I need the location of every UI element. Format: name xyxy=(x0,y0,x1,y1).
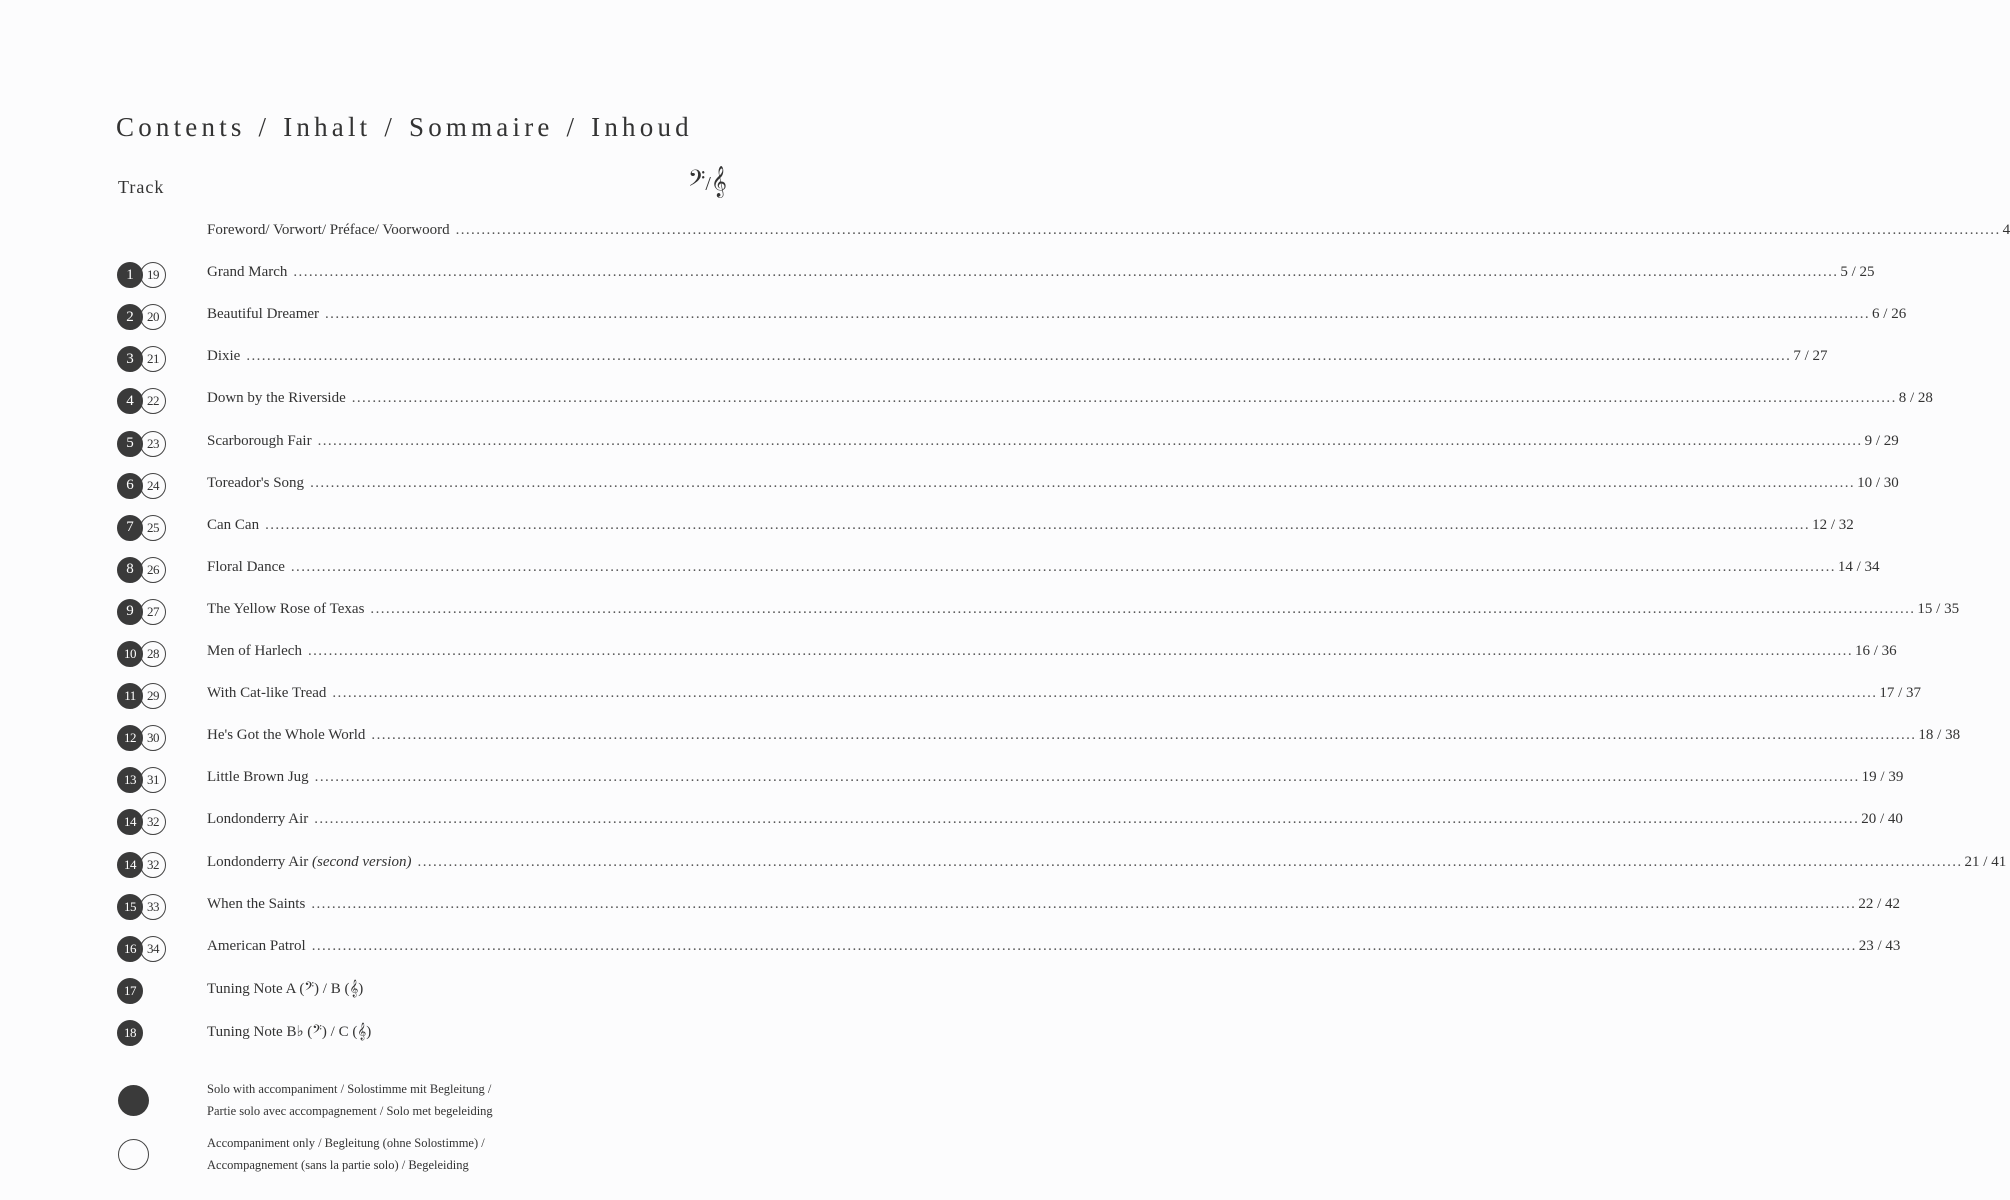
track-badges xyxy=(117,1020,143,1046)
entry-page: 22 / 42 xyxy=(1858,895,1900,912)
accompaniment-track-badge: 19 xyxy=(140,262,166,288)
accompaniment-track-badge: 25 xyxy=(140,515,166,541)
solo-track-badge: 12 xyxy=(117,725,143,751)
legend-text xyxy=(207,1078,493,1122)
track-badges xyxy=(117,683,166,709)
entry-title: With Cat-like Tread xyxy=(207,685,327,702)
accompaniment-track-badge: 31 xyxy=(140,767,166,793)
solo-track-badge: 6 xyxy=(117,473,143,499)
entry-page: 21 / 41 xyxy=(1964,853,2007,870)
contents-entry xyxy=(207,685,1922,702)
track-column-label: Track xyxy=(118,177,165,197)
solo-track-badge: 16 xyxy=(117,936,143,962)
solo-track-badge: 5 xyxy=(117,431,143,457)
dot-leader: ............................................................................................................................................................................................................................................................................................................ xyxy=(370,600,1916,617)
dot-leader: ............................................................................................................................................................................................................................................................................................................ xyxy=(371,727,1917,744)
contents-row[interactable] xyxy=(0,850,2007,880)
legend-line: Solo with accompaniment / Solostimme mit Begleitung / xyxy=(207,1082,492,1096)
solo-track-badge: 15 xyxy=(117,894,143,920)
dot-leader: ............................................................................................................................................................................................................................................................................................................ xyxy=(317,432,1863,449)
dot-leader: ............................................................................................................................................................................................................................................................................................................ xyxy=(311,937,1857,954)
track-badges xyxy=(117,515,166,541)
dot-leader: ............................................................................................................................................................................................................................................................................................................ xyxy=(455,222,2001,238)
entry-page: 4 xyxy=(2002,222,2010,238)
entry-page: 10 / 30 xyxy=(1857,474,1899,491)
entry-page: 6 / 26 xyxy=(1872,306,1907,323)
entry-title: Floral Dance xyxy=(207,558,285,575)
contents-entry xyxy=(207,727,1961,744)
contents-row[interactable] xyxy=(0,344,1828,374)
tuning-row[interactable] xyxy=(0,976,846,1006)
accompaniment-track-badge: 28 xyxy=(140,641,166,667)
track-badges xyxy=(117,431,166,457)
contents-entry xyxy=(207,811,1903,828)
contents-entry xyxy=(207,643,1897,660)
contents-entry xyxy=(207,306,1907,323)
legend-line: Accompagnement (sans la partie solo) / Begeleiding xyxy=(207,1158,469,1172)
dot-leader: ............................................................................................................................................................................................................................................................................................................ xyxy=(293,264,1839,281)
track-badges xyxy=(117,641,166,667)
solo-track-badge: 18 xyxy=(117,1020,143,1046)
entry-title: Little Brown Jug xyxy=(207,769,309,786)
entry-page: 7 / 27 xyxy=(1793,348,1828,365)
entry-title: Londonderry Air xyxy=(207,811,309,828)
contents-entry xyxy=(207,474,1899,492)
entry-title: Beautiful Dreamer xyxy=(207,306,320,323)
entry-page: 23 / 43 xyxy=(1858,937,1901,954)
contents-row[interactable] xyxy=(0,386,1933,416)
solo-track-badge: 8 xyxy=(117,557,143,583)
tuning-entry xyxy=(207,980,734,998)
contents-entry xyxy=(207,432,1899,450)
entry-title: Toreador's Song xyxy=(207,474,305,491)
dot-leader: ............................................................................................................................................................................................................................................................................................................ xyxy=(307,643,1853,659)
dot-leader: ............................................................................................................................................................................................................................................................................................................ xyxy=(332,685,1878,702)
entry-title-suffix: (second version) xyxy=(311,853,412,870)
entry-page: 19 / 39 xyxy=(1861,769,1904,786)
entry-page: 12 / 32 xyxy=(1812,516,1854,533)
track-badges xyxy=(117,304,166,330)
track-badges xyxy=(117,557,166,583)
solo-track-badge: 13 xyxy=(117,767,143,793)
track-badges xyxy=(117,388,166,414)
contents-entry xyxy=(207,558,1880,576)
contents-row[interactable] xyxy=(0,260,1875,290)
solo-track-badge: 2 xyxy=(117,304,143,330)
contents-row[interactable] xyxy=(0,681,1922,711)
accompaniment-track-badge: 32 xyxy=(140,852,166,878)
entry-title: Grand March xyxy=(207,264,288,281)
accompaniment-track-badge: 22 xyxy=(140,388,166,414)
dot-leader: ............................................................................................................................................................................................................................................................................................................ xyxy=(265,516,1811,533)
contents-row[interactable] xyxy=(0,639,1897,669)
entry-page: 5 / 25 xyxy=(1840,264,1875,281)
contents-entry xyxy=(207,853,2007,871)
legend-line: Accompaniment only / Begleitung (ohne Solostimme) / xyxy=(207,1136,485,1150)
accompaniment-track-badge: 27 xyxy=(140,599,166,625)
contents-entry xyxy=(207,937,1901,955)
solo-track-badge: 7 xyxy=(117,515,143,541)
accompaniment-track-badge: 23 xyxy=(140,431,166,457)
contents-row[interactable] xyxy=(0,934,1901,964)
clef-header xyxy=(688,166,727,198)
entry-title: Londonderry Air (second version) xyxy=(207,853,412,870)
open-circle-icon xyxy=(118,1139,149,1170)
entry-title: Dixie xyxy=(207,348,241,365)
track-badges xyxy=(117,978,143,1004)
contents-entry xyxy=(207,264,1875,281)
entry-page: 14 / 34 xyxy=(1837,558,1880,575)
solo-track-badge: 14 xyxy=(117,809,143,835)
treble-clef-icon: 𝄞 xyxy=(710,166,727,196)
contents-entry xyxy=(207,348,1828,365)
contents-entry xyxy=(207,600,1960,618)
entry-page: 18 / 38 xyxy=(1918,727,1961,744)
track-badges xyxy=(117,936,166,962)
page-title: Contents / Inhalt / Sommaire / Inhoud xyxy=(116,112,693,142)
contents-row[interactable] xyxy=(0,471,1899,501)
solo-track-badge: 14 xyxy=(117,852,143,878)
accompaniment-track-badge: 24 xyxy=(140,473,166,499)
entry-title: Tuning Note A (𝄢) / B (𝄞) xyxy=(207,980,364,997)
accompaniment-track-badge: 21 xyxy=(140,346,166,372)
track-badges xyxy=(117,473,166,499)
dot-leader: ............................................................................................................................................................................................................................................................................................................ xyxy=(290,558,1836,575)
contents-row[interactable] xyxy=(0,723,1961,753)
solo-track-badge: 11 xyxy=(117,683,143,709)
filled-circle-icon xyxy=(118,1085,149,1116)
entry-page: 16 / 36 xyxy=(1854,643,1897,659)
contents-row[interactable] xyxy=(0,302,1907,332)
entry-title: When the Saints xyxy=(207,895,306,912)
track-badges xyxy=(117,725,166,751)
legend-line: Partie solo avec accompagnement / Solo met begeleiding xyxy=(207,1104,493,1118)
dot-leader: ............................................................................................................................................................................................................................................................................................................ xyxy=(314,811,1860,828)
track-badges xyxy=(117,262,166,288)
contents-row[interactable] xyxy=(0,597,1960,627)
dot-leader: ............................................................................................................................................................................................................................................................................................................ xyxy=(246,348,1792,365)
tuning-row[interactable] xyxy=(0,1018,846,1048)
track-badges xyxy=(117,852,166,878)
entry-page: 17 / 37 xyxy=(1879,685,1922,702)
dot-leader: ............................................................................................................................................................................................................................................................................................................ xyxy=(325,306,1871,323)
entry-title: Can Can xyxy=(207,516,260,533)
contents-entry xyxy=(207,895,1900,913)
entry-title: Foreword/ Vorwort/ Préface/ Voorwoord xyxy=(207,222,450,238)
contents-row[interactable] xyxy=(0,513,1854,543)
contents-row[interactable] xyxy=(0,555,1880,585)
contents-row[interactable] xyxy=(0,218,2010,248)
track-badges xyxy=(117,767,166,793)
contents-row[interactable] xyxy=(0,807,1903,837)
accompaniment-track-badge: 30 xyxy=(140,725,166,751)
contents-row[interactable] xyxy=(0,892,1900,922)
contents-row[interactable] xyxy=(0,429,1899,459)
entry-page: 15 / 35 xyxy=(1917,600,1960,617)
entry-title: The Yellow Rose of Texas xyxy=(207,600,365,617)
accompaniment-track-badge: 34 xyxy=(140,936,166,962)
solo-track-badge: 3 xyxy=(117,346,143,372)
dot-leader: ............................................................................................................................................................................................................................................................................................................ xyxy=(351,390,1897,407)
accompaniment-track-badge: 20 xyxy=(140,304,166,330)
entry-page: 8 / 28 xyxy=(1898,390,1933,407)
entry-title: He's Got the Whole World xyxy=(207,727,366,744)
legend-text xyxy=(207,1132,485,1176)
accompaniment-track-badge: 29 xyxy=(140,683,166,709)
dot-leader: ............................................................................................................................................................................................................................................................................................................ xyxy=(310,474,1856,491)
contents-row[interactable] xyxy=(0,765,1904,795)
accompaniment-track-badge: 26 xyxy=(140,557,166,583)
dot-leader: ............................................................................................................................................................................................................................................................................................................ xyxy=(417,853,1963,870)
dot-leader: ............................................................................................................................................................................................................................................................................................................ xyxy=(311,895,1857,912)
entry-title: Scarborough Fair xyxy=(207,432,312,449)
track-badges xyxy=(117,809,166,835)
bass-clef-icon: 𝄢 xyxy=(688,166,706,196)
entry-title: American Patrol xyxy=(207,937,306,954)
solo-track-badge: 9 xyxy=(117,599,143,625)
contents-entry xyxy=(207,516,1854,534)
entry-title: Men of Harlech xyxy=(207,643,302,659)
entry-page: 20 / 40 xyxy=(1861,811,1903,828)
accompaniment-track-badge: 32 xyxy=(140,809,166,835)
solo-track-badge: 4 xyxy=(117,388,143,414)
solo-track-badge: 17 xyxy=(117,978,143,1004)
entry-title: Tuning Note B♭ (𝄢) / C (𝄞) xyxy=(207,1023,372,1040)
entry-page: 9 / 29 xyxy=(1864,432,1899,449)
solo-track-badge: 10 xyxy=(117,641,143,667)
contents-entry xyxy=(207,769,1904,786)
accompaniment-track-badge: 33 xyxy=(140,894,166,920)
solo-track-badge: 1 xyxy=(117,262,143,288)
entry-title: Down by the Riverside xyxy=(207,390,346,407)
tuning-entry xyxy=(207,1022,734,1041)
clef-separator: / xyxy=(705,173,711,195)
track-badges xyxy=(117,894,166,920)
track-badges xyxy=(117,599,166,625)
contents-entry xyxy=(207,390,1933,407)
contents-entry xyxy=(207,222,2010,239)
dot-leader: ............................................................................................................................................................................................................................................................................................................ xyxy=(314,769,1860,786)
track-badges xyxy=(117,346,166,372)
